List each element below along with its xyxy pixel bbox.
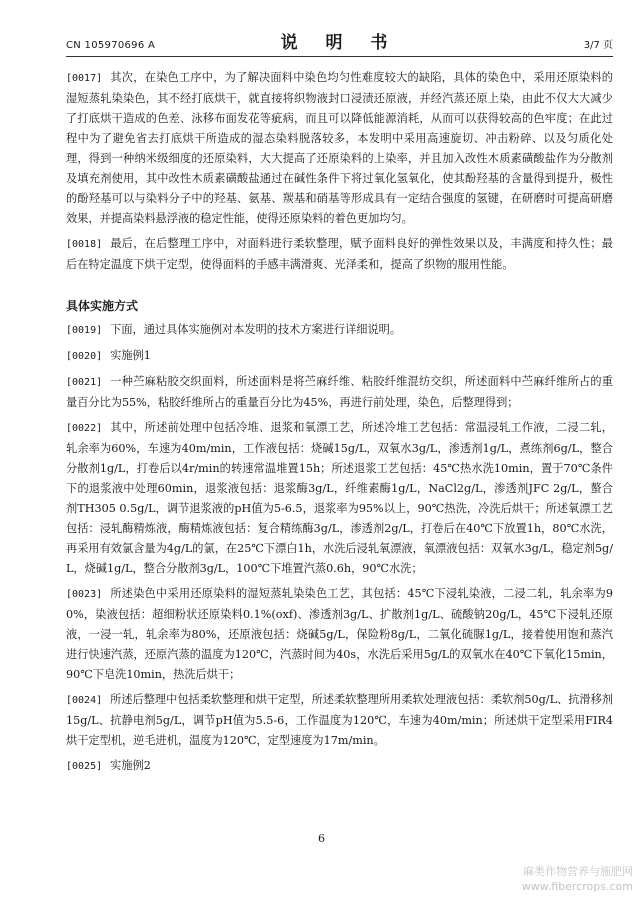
paragraph-text: 所述后整理中包括柔软整理和烘干定型，所述柔软整理所用柔软处理液包括：柔软剂50g/L、抗滑移剂15g/L、抗静电剂5g/L，调节pH值为5.5-6，工作温度为120℃，车速为40m/min；所述烘干定型采用FIR4烘干定型机，逆毛进机，温度为120℃，定型速度为17m/min。 bbox=[66, 693, 613, 747]
document-title: 说 明 书 bbox=[280, 33, 399, 53]
paragraph-text: 实施例2 bbox=[110, 759, 151, 772]
paragraph-text: 实施例1 bbox=[110, 349, 151, 362]
watermark bbox=[522, 864, 633, 894]
paragraph bbox=[66, 372, 613, 413]
paragraph bbox=[66, 346, 613, 367]
paragraph-number: [0018] bbox=[66, 239, 103, 250]
paragraph bbox=[66, 320, 613, 341]
section-heading: 具体实施方式 bbox=[66, 299, 139, 313]
paragraph-number: [0023] bbox=[66, 589, 103, 600]
paragraph bbox=[66, 584, 613, 685]
paragraph-group-top bbox=[66, 68, 613, 275]
paragraph bbox=[66, 234, 613, 275]
paragraph-text: 所述染色中采用还原染料的湿短蒸轧染染色工艺，其包括：45℃下浸轧染液，二浸二轧，轧余率为90%，染液包括：超细粉状还原染料0.1%(oxf)、渗透剂3g/L、扩散剂1g/L、硫酸钠20g/L，45℃下浸轧还原液，一浸一轧，轧余率为80%，还原液包括：烧碱5g/L，保险粉8g/L，二氧化硫脲1g/L，接着使用饱和蒸汽进行快速汽蒸，还原汽蒸的温度为120℃，汽蒸时间为40s，水洗后采用5g/L的双氧水在40℃下氧化15min，90℃下皂洗10min，热洗后烘干； bbox=[66, 587, 613, 681]
paragraph bbox=[66, 68, 613, 229]
paragraph-number: [0017] bbox=[66, 73, 103, 84]
paragraph-number: [0025] bbox=[66, 761, 103, 772]
page-header bbox=[66, 30, 613, 57]
document-body bbox=[66, 68, 613, 782]
watermark-url: www.fibercrops.com bbox=[521, 880, 633, 893]
paragraph-text: 其次，在染色工序中，为了解决面料中染色均匀性难度较大的缺陷，具体的染色中，采用还原染料的湿短蒸轧染染色，其不经打底烘干，就直接将织物液封口浸渍还原液，并经汽蒸还原上染，由此不仅大大减少了打底烘干造成的色差、泳移布面发花等疵病，而且可以降低能源消耗，从而可以获得较高的色牢度；在此过程中为了避免省去打底烘干所造成的湿态染料脱落较多，本发明中采用高速旋切、冲击粉碎、以及匀质化处理，得到一种纳米级细度的还原染料，大大提高了还原染料的上染率，并且加入改性木质素磺酸盐作为分散剂及填充剂使用，其中改性木质素磺酸盐通过在碱性条件下将过氧化氢氧化，使其酚羟基的含量得到提升，极性的酚羟基可以与染料分子中的羟基、氨基、羰基和硝基等形成具有一定结合强度的氢键，在研磨时可提高研磨效果，并提高染料悬浮液的稳定性能，使得还原染料的着色更加均匀。 bbox=[66, 71, 613, 225]
publication-number: CN 105970696 A bbox=[66, 40, 156, 51]
paragraph-number: [0024] bbox=[66, 695, 103, 706]
page-number: 6 bbox=[318, 832, 325, 845]
paragraph-text: 其中，所述前处理中包括冷堆、退浆和氧漂工艺，所述冷堆工艺包括：常温浸轧工作液，二浸二轧，轧余率为60%，车速为40m/min，工作液包括：烧碱15g/L，双氧水3g/L，渗透剂1g/L，煮练剂6g/L，整合分散剂1g/L，打卷后以4r/min的转速常温堆置15h；所述退浆工艺包括：45℃热水洗10min，置于70℃条件下的退浆液中处理60min，退浆液包括：退浆酶3g/L，纤维素酶1g/L，NaCl2g/L，渗透剂JFC 2g/L，螯合剂TH305 0.5g/L，调节退浆液的pH值为5-6.5，退浆率为95%以上，90℃热洗，冷洗后烘干；所述氧漂工艺包括：浸轧酶精炼液，酶精炼液包括：复合精练酶3g/L，渗透剂2g/L，打卷后在40℃下放置1h，80℃水洗，再采用有效氯含量为4g/L的氯，在25℃下漂白1h，水洗后浸轧氧漂液，氧漂液包括：双氧水3g/L，稳定剂5g/L，烧碱1g/L，整合分散剂3g/L，100℃下堆置汽蒸0.6h，90℃水洗； bbox=[66, 421, 613, 575]
paragraph bbox=[66, 756, 613, 777]
paragraph-text: 下面，通过具体实施例对本发明的技术方案进行详细说明。 bbox=[110, 323, 402, 336]
paragraph bbox=[66, 690, 613, 751]
section-gap bbox=[66, 280, 613, 296]
paragraph-text: 最后，在后整理工序中，对面料进行柔软整理，赋予面料良好的弹性效果以及，丰满度和持久性；最后在特定温度下烘干定型，使得面料的手感丰满滑爽、光泽柔和，提高了织物的服用性能。 bbox=[66, 237, 613, 271]
paragraph bbox=[66, 418, 613, 579]
paragraph-number: [0021] bbox=[66, 377, 103, 388]
paragraph-number: [0022] bbox=[66, 423, 103, 434]
page-ratio: 3/7 页 bbox=[583, 40, 613, 51]
paragraph-number: [0020] bbox=[66, 351, 103, 362]
watermark-text: 麻类作物营养与施肥网 bbox=[523, 865, 633, 878]
paragraph-text: 一种苎麻粘胶交织面料，所述面料是将苎麻纤维、粘胶纤维混纺交织，所述面料中苎麻纤维所占的重量百分比为55%，粘胶纤维所占的重量百分比为45%，再进行前处理，染色，后整理得到； bbox=[66, 375, 613, 409]
paragraph-number: [0019] bbox=[66, 325, 103, 336]
paragraph-group-bottom bbox=[66, 320, 613, 777]
